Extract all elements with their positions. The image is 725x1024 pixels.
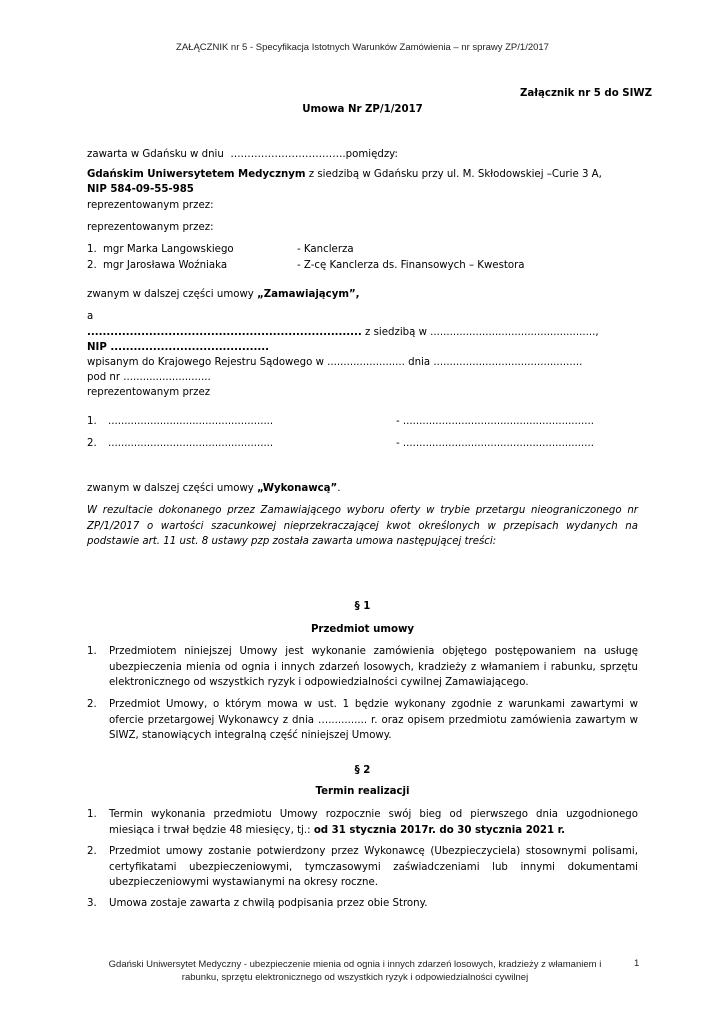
party-a-rep-name-2: mgr Jarosława Woźniaka bbox=[103, 260, 228, 271]
party-a-rep-role-1: - Kanclerza bbox=[297, 244, 354, 255]
party-a-name-line bbox=[87, 168, 647, 182]
section-1-symbol: § 1 bbox=[354, 601, 371, 612]
section-2-item-1-text: Termin wykonania przedmiotu Umowy rozpocznie swój bieg od pierwszego dnia uzgodnionego miesiąca i trwał będzie 48 miesięcy, tj.: bbox=[109, 809, 638, 836]
party-b-name-line bbox=[87, 326, 599, 340]
party-a-called-name: „Zamawiającym”, bbox=[257, 289, 360, 300]
section-1-heading: Przedmiot umowy bbox=[310, 624, 415, 635]
party-b-name-dots: ....................................................................... bbox=[87, 327, 362, 338]
party-b-rep-num-1: 1. bbox=[87, 416, 97, 427]
section-1-item-2-num: 2. bbox=[87, 699, 97, 710]
party-b-called-suffix: . bbox=[337, 483, 341, 494]
party-a-rep-name-1: mgr Marka Langowskiego bbox=[103, 244, 234, 255]
party-a-called-line bbox=[87, 288, 360, 302]
section-2-item-2 bbox=[87, 844, 638, 891]
party-b-called-name: „Wykonawcą” bbox=[257, 483, 338, 494]
party-a-called-prefix: zwanym w dalszej części umowy bbox=[87, 289, 258, 300]
intro-concluded: zawarta w Gdańsku w dniu bbox=[87, 149, 224, 160]
party-b-krs: wpisanym do Krajowego Rejestru Sądowego w ........................ dnia .............................................. bbox=[87, 357, 583, 368]
party-b-rep-left-2: ................................................... bbox=[108, 438, 274, 449]
section-2-item-2-num: 2. bbox=[87, 846, 97, 857]
page-number: 1 bbox=[634, 958, 640, 969]
party-a-represented-2: reprezentowanym przez: bbox=[87, 222, 214, 233]
party-b-nip: NIP ......................................... bbox=[87, 342, 270, 353]
party-b-rep-right-2: - ........................................................... bbox=[396, 438, 594, 449]
attachment-label: Załącznik nr 5 do SIWZ bbox=[520, 88, 652, 99]
preamble: W rezultacie dokonanego przez Zamawiającego wyboru oferty w trybie przetargu nieograniczonego nr ZP/1/2017 o wartości szacunkowej nieprzekraczającej kwot określonych w przepisach wydanych na podstawie art. 11 ust. 8 ustawy pzp została zawarta umowa następującej treści: bbox=[87, 505, 638, 547]
section-1-item-2 bbox=[87, 697, 638, 744]
section-1-item-1-num: 1. bbox=[87, 646, 97, 657]
party-a-address: z siedzibą w Gdańsku przy ul. M. Skłodowskiej –Curie 3 A, bbox=[305, 169, 602, 180]
party-a-nip: NIP 584-09-55-985 bbox=[87, 184, 194, 195]
section-2-item-1-bold: od 31 stycznia 2017r. do 30 stycznia 2021 r. bbox=[313, 824, 566, 836]
party-a-name: Gdańskim Uniwersytetem Medycznym bbox=[87, 169, 306, 180]
section-2-item-1-num: 1. bbox=[87, 809, 97, 820]
party-b-represented: reprezentowanym przez bbox=[87, 387, 211, 398]
party-a-rep-role-2: - Z-cę Kanclerza ds. Finansowych – Kwestora bbox=[297, 260, 525, 271]
party-a-rep-num-2: 2. bbox=[87, 260, 97, 271]
running-header: ZAŁĄCZNIK nr 5 - Specyfikacja Istotnych Warunków Zamówienia – nr sprawy ZP/1/2017 bbox=[176, 42, 549, 53]
page-title: Umowa Nr ZP/1/2017 bbox=[302, 104, 423, 115]
intro-line bbox=[87, 148, 398, 162]
page-footer: Gdański Uniwersytet Medyczny - ubezpieczenie mienia od ognia i innych zdarzeń losowych, kradzieży z włamaniem i rabunku, sprzętu elektronicznego od wszystkich ryzyk i odpowiedzialności cywilnej bbox=[108, 959, 602, 983]
party-b-rep-num-2: 2. bbox=[87, 438, 97, 449]
party-b-called-line bbox=[87, 482, 341, 496]
section-2-item-2-text: Przedmiot umowy zostanie potwierdzony przez Wykonawcę (Ubezpieczyciela) stosownymi polisami, certyfikatami ubezpieczeniowymi, tymczasowymi zaświadczeniami lub innymi dokumentami ubezpieczeniowymi wystawianymi na okresy roczne. bbox=[109, 846, 638, 888]
section-1-item-1-text: Przedmiotem niniejszej Umowy jest wykonanie zamówienia objętego postępowaniem na usługę ubezpieczenia mienia od ognia i innych zdarzeń losowych, kradzieży z włamaniem i rabunku, sprzętu elektronicznego od wszystkich ryzyk i odpowiedzialności cywilnej Zamawiającego. bbox=[109, 646, 638, 688]
section-2-item-1 bbox=[87, 807, 638, 838]
party-b-a: a bbox=[87, 311, 94, 322]
section-1-item-2-text: Przedmiot Umowy, o którym mowa w ust. 1 będzie wykonany zgodnie z warunkami zawartymi w ofercie przetargowej Wykonawcy z dnia …............ r. oraz opisem przedmiotu zamówienia zawartym w SIWZ, stanowiących integralną część niniejszej Umowy. bbox=[109, 699, 638, 741]
section-2-item-3-text: Umowa zostaje zawarta z chwilą podpisania przez obie Strony. bbox=[109, 898, 428, 909]
party-b-rep-right-1: - ........................................................... bbox=[396, 416, 594, 427]
section-2-heading: Termin realizacji bbox=[315, 786, 410, 797]
section-2-symbol: § 2 bbox=[354, 765, 371, 776]
party-b-seat: z siedzibą w ..................................................., bbox=[361, 327, 599, 338]
party-b-under-no: pod nr ........................... bbox=[87, 372, 211, 383]
party-b-called-prefix: zwanym w dalszej części umowy bbox=[87, 483, 258, 494]
party-a-represented-1: reprezentowanym przez: bbox=[87, 200, 214, 211]
intro-date-dots: ……………………………. bbox=[230, 149, 346, 160]
section-2-item-3-num: 3. bbox=[87, 898, 97, 909]
party-a-rep-num-1: 1. bbox=[87, 244, 97, 255]
section-2-item-1-body bbox=[109, 807, 638, 838]
intro-between: pomiędzy: bbox=[345, 149, 398, 160]
section-1-item-1 bbox=[87, 644, 638, 691]
party-b-rep-left-1: ................................................... bbox=[108, 416, 274, 427]
section-2-item-3 bbox=[87, 896, 638, 912]
